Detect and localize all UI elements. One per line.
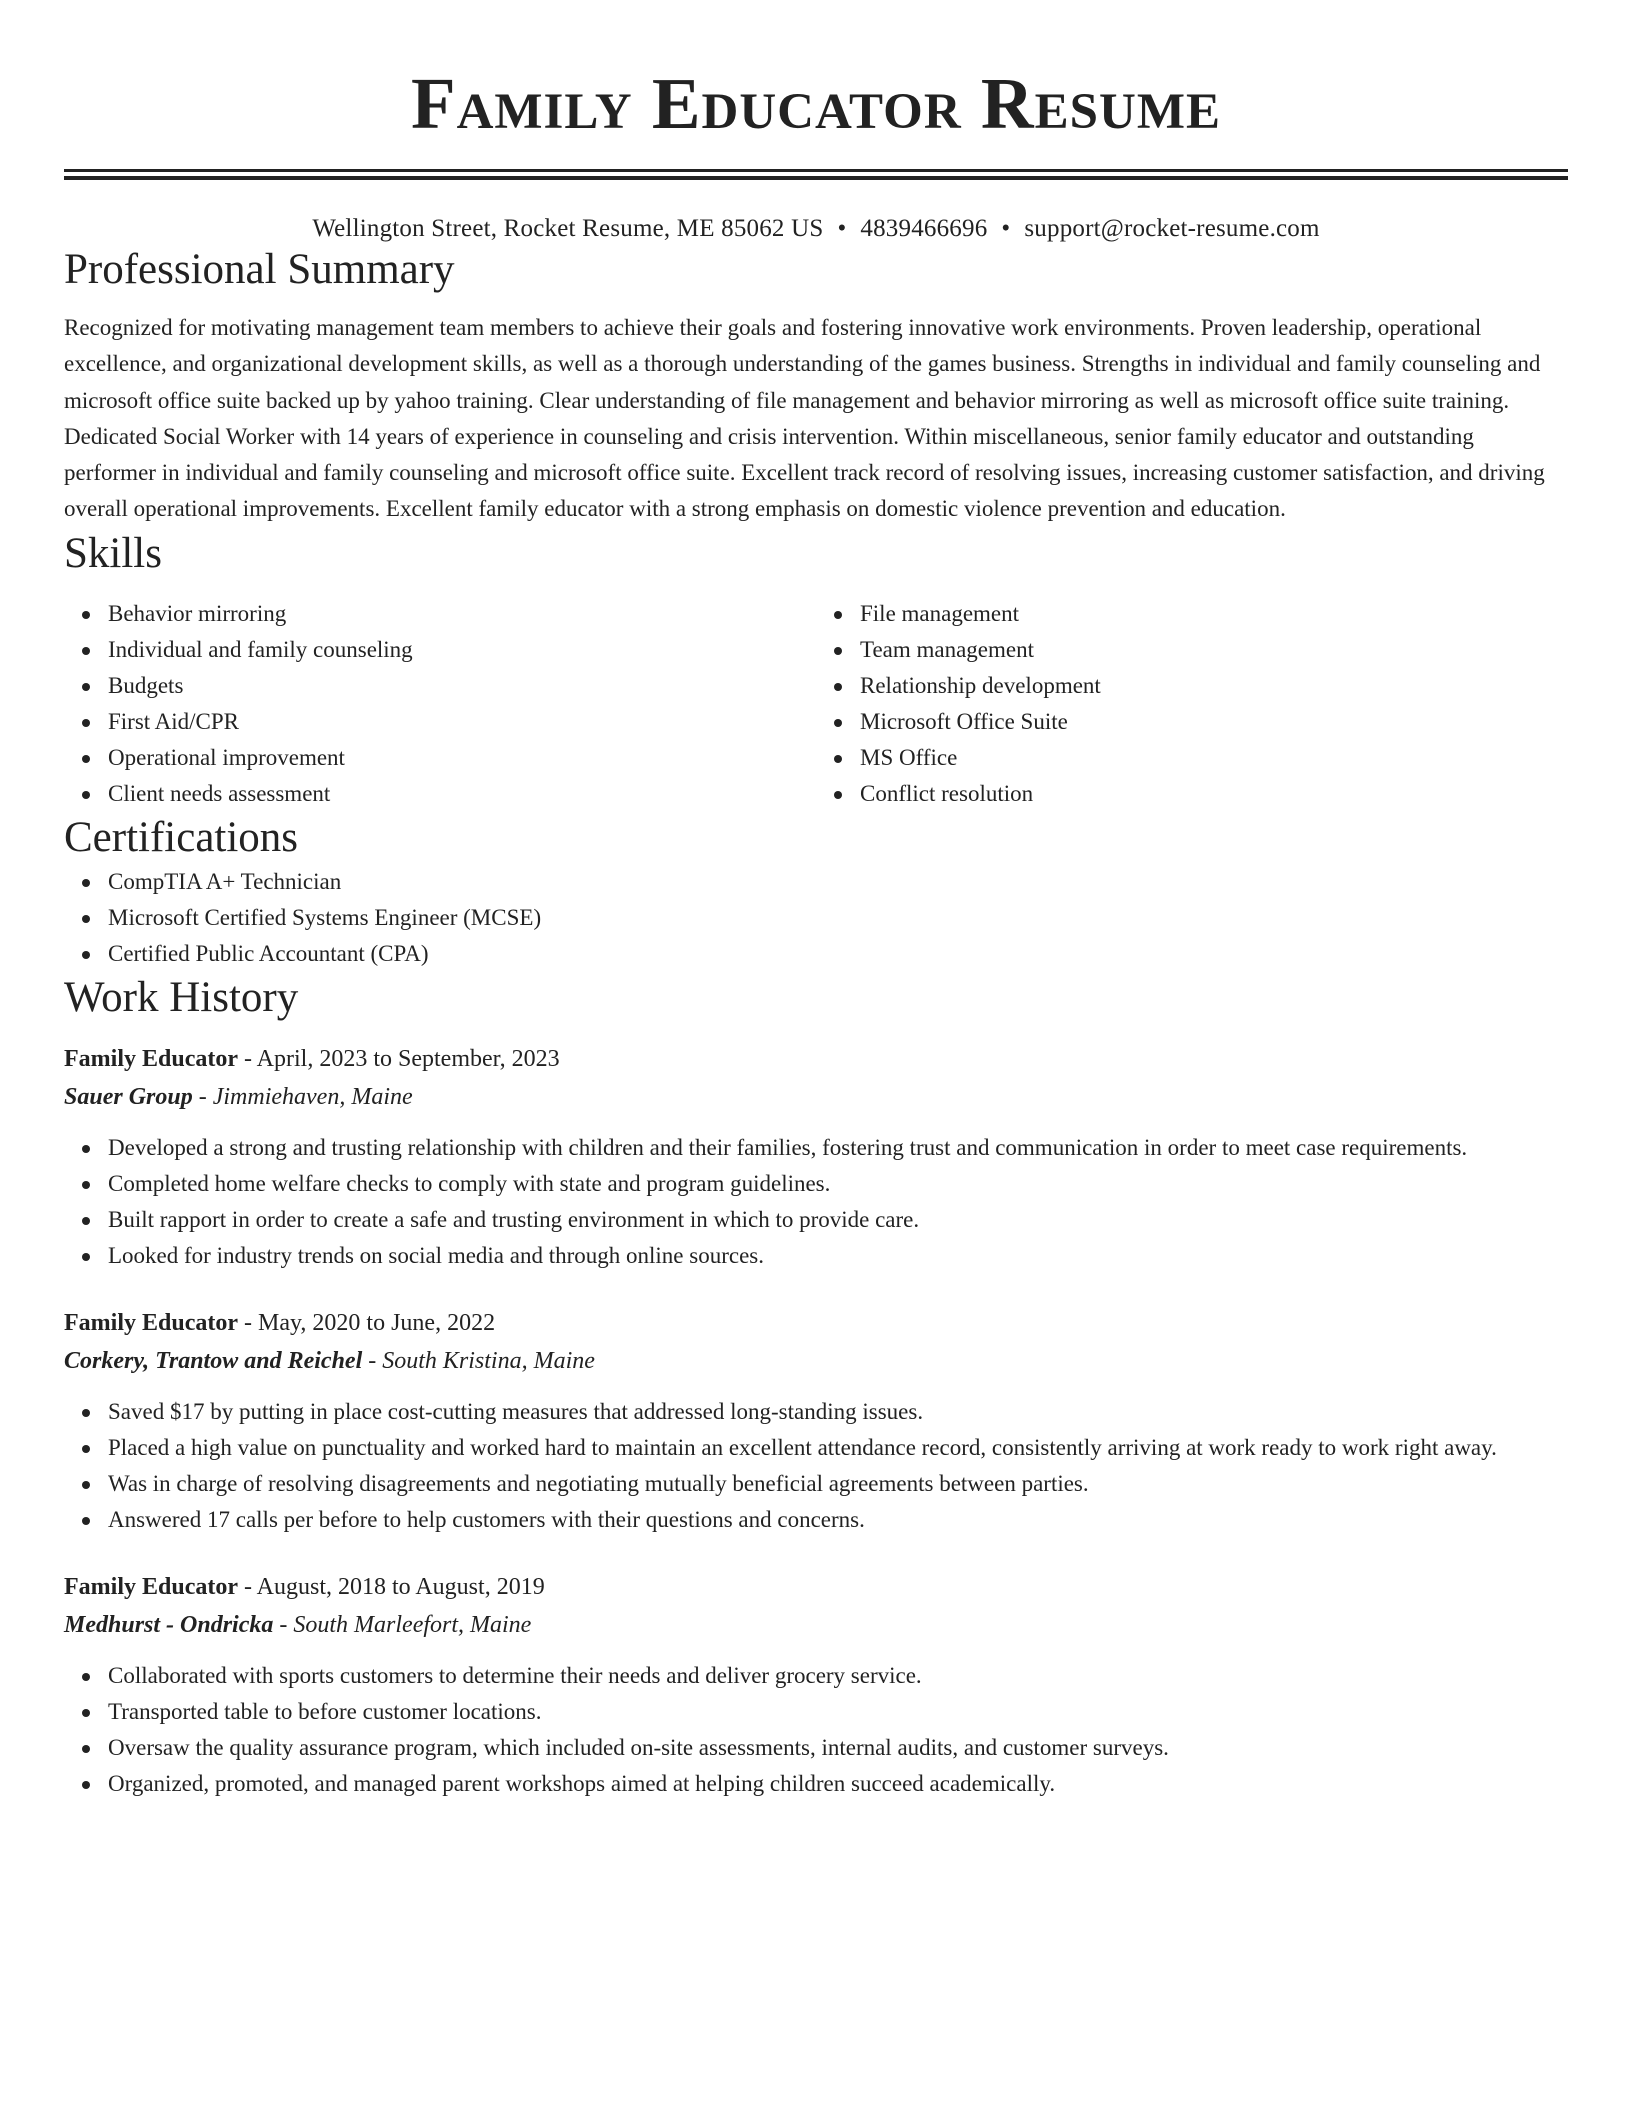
job-title: Family Educator [64,1309,238,1336]
title-divider [64,169,1568,180]
skill-item: Microsoft Office Suite [860,704,1568,740]
job-employer: Sauer Group [64,1083,193,1110]
summary-text: Recognized for motivating management team members to achieve their goals and fostering innovative work environments. Proven leadership, operational excellence, and organizational development skills, as well as a thorough understanding of the games business. Strengths in individual and family counseling and microsoft office suite backed up by yahoo training. Clear understanding of file management and behavior mirroring as well as microsoft office suite training. Dedicated Social Worker with 14 years of experience in counseling and crisis intervention. Within miscellaneous, senior family educator and outstanding performer in individual and family counseling and microsoft office suite. Excellent track record of resolving issues, increasing customer satisfaction, and driving overall operational improvements. Excellent family educator with a strong emphasis on domestic violence prevention and education. [64,315,1545,522]
contact-address: Wellington Street, Rocket Resume, ME 85062 US [312,215,824,242]
skills-list-right [816,596,1568,812]
job-duty: Placed a high value on punctuality and worked hard to maintain an excellent attendance record, consistently arriving at work ready to work right away. [108,1430,1568,1466]
job-location: - South Kristina, Maine [362,1347,595,1374]
job-dates: - April, 2023 to September, 2023 [238,1045,560,1072]
skill-item: Conflict resolution [860,776,1568,812]
skill-item: Client needs assessment [108,776,816,812]
job-duty: Completed home welfare checks to comply with state and program guidelines. [108,1166,1568,1202]
job-entry [64,1568,1568,1802]
job-employer-line [64,1078,1568,1116]
job-duty: Developed a strong and trusting relationship with children and their families, fostering trust and communication in order to meet case requirements. [108,1130,1568,1166]
job-duty: Collaborated with sports customers to determine their needs and deliver grocery service. [108,1658,1568,1694]
contact-email: support@rocket-resume.com [1024,215,1320,242]
job-duties-list [64,1658,1568,1802]
skill-item: Team management [860,632,1568,668]
job-dates: - May, 2020 to June, 2022 [238,1309,496,1336]
certification-item: CompTIA A+ Technician [108,864,1568,900]
contact-phone: 4839466696 [860,215,988,242]
job-employer-line [64,1606,1568,1644]
job-duties-list [64,1130,1568,1274]
job-header [64,1040,1568,1078]
job-title: Family Educator [64,1045,238,1072]
job-employer-line [64,1342,1568,1380]
job-duty: Looked for industry trends on social media and through online sources. [108,1238,1568,1274]
resume-title: Family Educator Resume [411,63,1221,144]
job-duty: Transported table to before customer locations. [108,1694,1568,1730]
job-header [64,1568,1568,1606]
skills-list-left [64,596,816,812]
job-dates: - August, 2018 to August, 2019 [238,1573,545,1600]
skill-item: Behavior mirroring [108,596,816,632]
job-location: - Jimmiehaven, Maine [192,1083,413,1110]
job-entry [64,1040,1568,1274]
skill-item: MS Office [860,740,1568,776]
contact-separator: • [837,215,847,242]
skill-item: Relationship development [860,668,1568,704]
job-duty: Oversaw the quality assurance program, which included on-site assessments, internal audits, and customer surveys. [108,1730,1568,1766]
skills-columns [64,596,1568,812]
summary-heading: Professional Summary [64,246,455,293]
work-history-heading: Work History [64,973,299,1021]
job-location: - South Marleefort, Maine [273,1611,532,1638]
job-duty: Answered 17 calls per before to help customers with their questions and concerns. [108,1502,1568,1538]
job-duty: Organized, promoted, and managed parent workshops aimed at helping children succeed academically. [108,1766,1568,1802]
skill-item: File management [860,596,1568,632]
skills-heading: Skills [64,529,162,577]
certifications-list [64,864,1568,972]
job-employer: Corkery, Trantow and Reichel [64,1347,363,1374]
certification-item: Microsoft Certified Systems Engineer (MCSE) [108,900,1568,936]
job-title: Family Educator [64,1573,238,1600]
skill-item: First Aid/CPR [108,704,816,740]
job-entry [64,1304,1568,1538]
job-duty: Was in charge of resolving disagreements and negotiating mutually beneficial agreements between parties. [108,1466,1568,1502]
contact-line [64,214,1568,244]
job-header [64,1304,1568,1342]
certifications-heading: Certifications [64,813,299,861]
skill-item: Operational improvement [108,740,816,776]
job-duty: Built rapport in order to create a safe and trusting environment in which to provide care. [108,1202,1568,1238]
job-duty: Saved $17 by putting in place cost-cutting measures that addressed long-standing issues. [108,1394,1568,1430]
skill-item: Budgets [108,668,816,704]
certification-item: Certified Public Accountant (CPA) [108,936,1568,972]
contact-separator: • [1001,215,1011,242]
skill-item: Individual and family counseling [108,632,816,668]
job-employer: Medhurst - Ondricka [64,1611,274,1638]
job-duties-list [64,1394,1568,1538]
